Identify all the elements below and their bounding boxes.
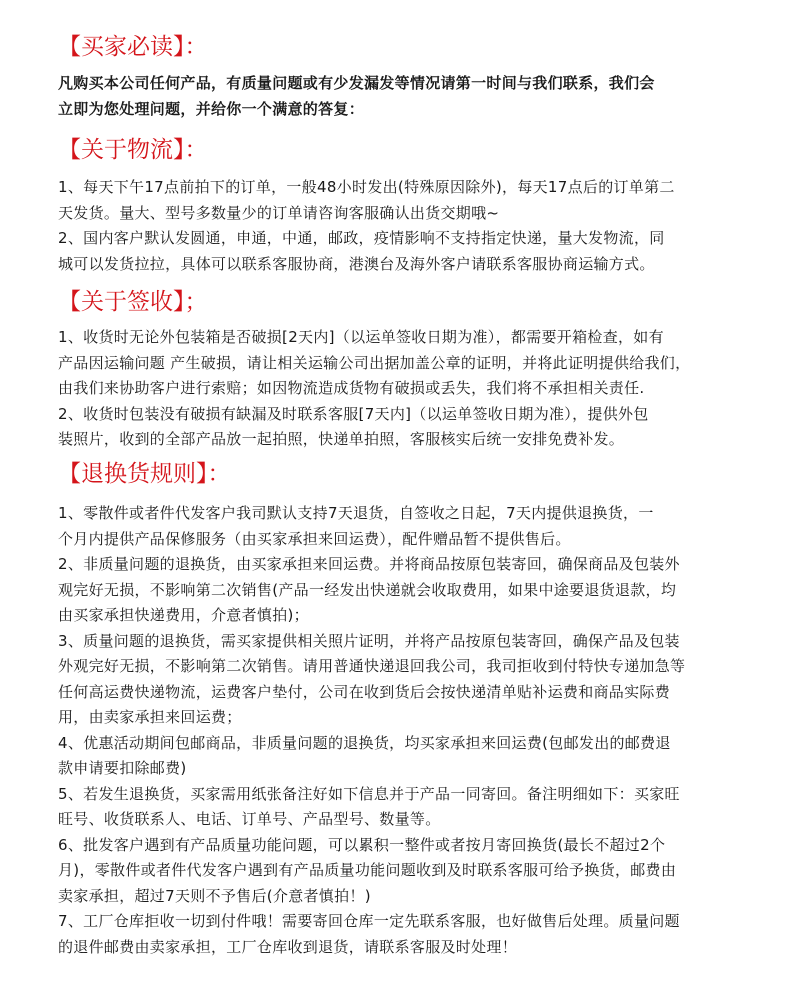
text-line: 立即为您处理问题，并给你一个满意的答复： <box>58 100 365 118</box>
section-heading: 【关于签收】； <box>58 289 208 315</box>
text-line: 1、每天下午17点前拍下的订单，一般48小时发出(特殊原因除外)，每天17点后的订单第二 <box>58 178 675 196</box>
text-line: 卖家承担，超过7天则不予售后(介意者慎拍！) <box>58 886 371 905</box>
text-line: 观完好无损，不影响第二次销售(产品一经发出快递就会收取费用，如果中途要退货退款，均 <box>58 580 677 599</box>
text-line: 任何高运费快递物流，运费客户垫付，公司在收到货后会按快递清单贴补运费和商品实际费 <box>58 682 671 701</box>
text-line: 5、若发生退换货，买家需用纸张备注好如下信息并于产品一同寄回。备注明细如下：买家旺 <box>58 784 680 803</box>
text-line: 款申请要扣除邮费) <box>58 759 187 777</box>
section-return-rules <box>58 457 758 960</box>
text-line: 4、优惠活动期间包邮商品，非质量问题的退换货，均买家承担来回运费(包邮发出的邮费退 <box>58 733 671 752</box>
text-line: 城可以发货拉拉，具体可以联系客服协商，港澳台及海外客户请联系客服协商运输方式。 <box>58 254 655 273</box>
text-line: 外观完好无损，不影响第二次销售。请用普通快递退回我公司，我司拒收到付特快专递加急等 <box>58 657 686 675</box>
text-line: 旺号、收货联系人、电话、订单号、产品型号、数量等。 <box>58 810 441 828</box>
text-line: 1、收货时无论外包装箱是否破损[2天内]（以运单签收日期为准），都需要开箱检查，如有 <box>58 328 664 346</box>
section-logistics <box>58 133 758 277</box>
text-line: 月)，零散件或者件代发客户遇到有产品质量功能问题收到及时联系客服可给予换货，邮费由 <box>58 861 677 879</box>
text-line: 2、非质量问题的退换货，由买家承担来回运费。并将商品按原包装寄回，确保商品及包装外 <box>58 555 680 573</box>
section-heading: 【关于物流】： <box>58 137 208 163</box>
text-line: 2、国内客户默认发圆通，申通，中通，邮政，疫情影响不支持指定快递，量大发物流，同 <box>58 229 665 247</box>
text-line: 1、零散件或者件代发客户我司默认支持7天退货，自签收之日起，7天内提供退换货，一 <box>58 504 654 522</box>
section-heading: 【退换货规则】： <box>58 461 231 487</box>
text-line: 装照片，收到的全部产品放一起拍照，快递单拍照，客服核实后统一安排免费补发。 <box>58 430 625 448</box>
section-receipt <box>58 285 758 453</box>
text-line: 6、批发客户遇到有产品质量功能问题，可以累积一整件或者按月寄回换货(最长不超过2个 <box>58 835 666 854</box>
text-line: 用，由卖家承担来回运费； <box>58 708 242 726</box>
text-line: 的退件邮费由卖家承担，工厂仓库收到退货，请联系客服及时处理！ <box>58 937 518 956</box>
text-line: 2、收货时包装没有破损有缺漏及时联系客服[7天内]（以运单签收日期为准），提供外包 <box>58 404 649 423</box>
text-line: 天发货。量大、型号多数量少的订单请咨询客服确认出货交期哦~ <box>58 203 500 222</box>
text-line: 产品因运输问题 产生破损，请让相关运输公司出据加盖公章的证明，并将此证明提供给我们， <box>58 353 691 372</box>
text-line: 由我们来协助客户进行索赔；如因物流造成货物有破损或丢失，我们将不承担相关责任. <box>58 379 645 397</box>
section-heading: 【买家必读】： <box>58 34 208 60</box>
text-line: 凡购买本公司任何产品，有质量问题或有少发漏发等情况请第一时间与我们联系，我们会 <box>58 74 655 92</box>
text-line: 3、质量问题的退换货，需买家提供相关照片证明，并将产品按原包装寄回，确保产品及包装 <box>58 631 680 650</box>
section-buyer-notice <box>58 30 758 122</box>
text-line: 个月内提供产品保修服务（由买家承担来回运费），配件赠品暂不提供售后。 <box>58 529 571 548</box>
text-line: 7、工厂仓库拒收一切到付件哦！需要寄回仓库一定先联系客服，也好做售后处理。质量问题 <box>58 912 680 930</box>
text-line: 由买家承担快递费用，介意者慎拍)； <box>58 606 309 624</box>
